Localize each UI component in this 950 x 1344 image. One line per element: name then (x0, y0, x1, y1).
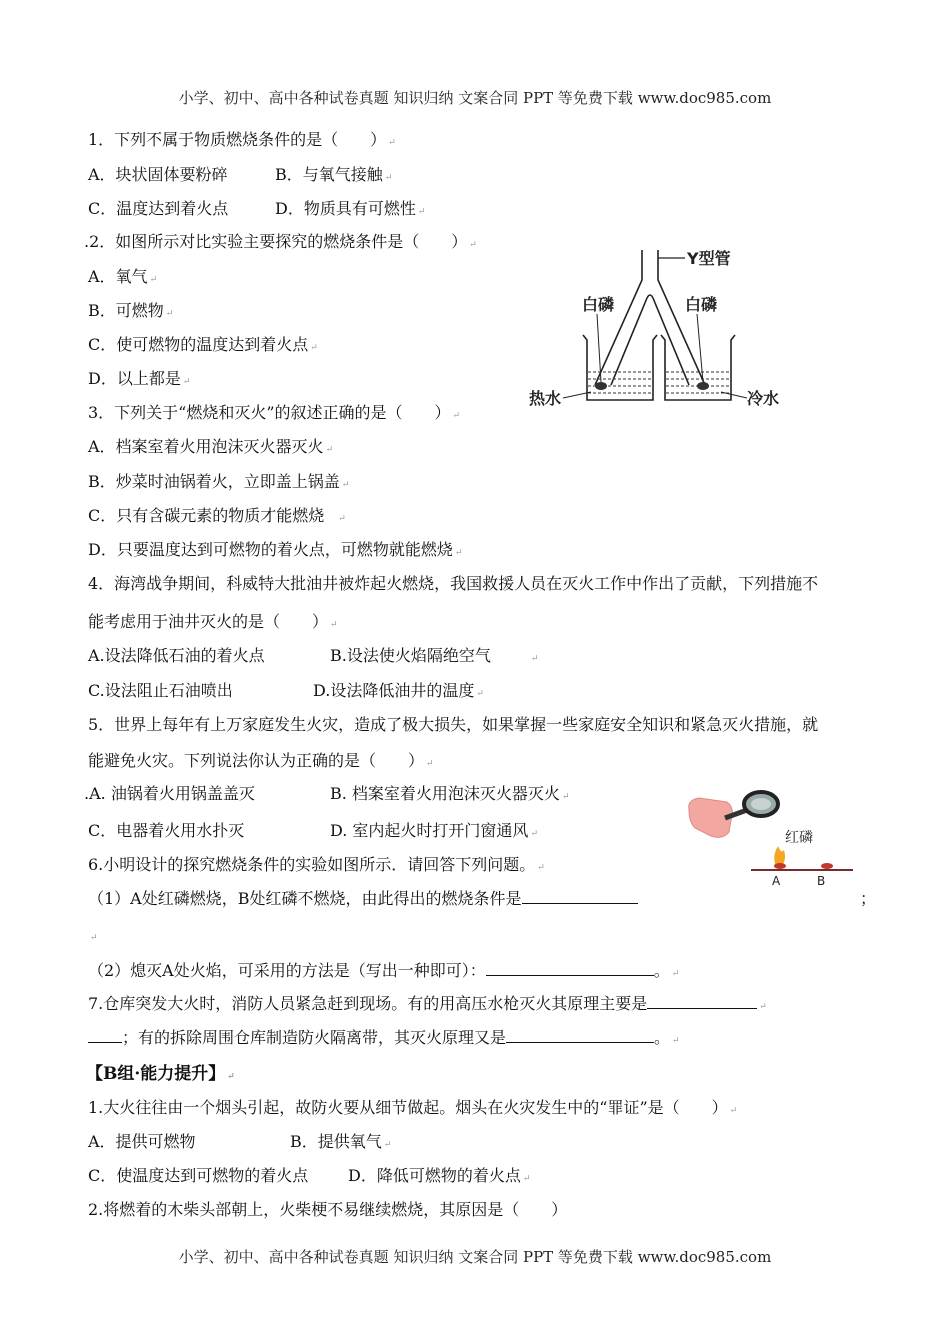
q4-stem-line2: 能考虑用于油井灭火的是（ ） ↵ (88, 612, 338, 631)
b-q1-option-c: C．使温度达到可燃物的着火点 (88, 1166, 309, 1185)
label-b: B (817, 874, 826, 888)
q4-option-a: A.设法降低石油的着火点 (88, 646, 265, 665)
q6-stem: 6.小明设计的探究燃烧条件的实验如图所示．请回答下列问题。 ↵ (88, 855, 545, 874)
q3-option-d: D．只要温度达到可燃物的着火点，可燃物就能燃烧 ↵ (88, 540, 463, 559)
b-q1-option-d: D．降低可燃物的着火点 ↵ (348, 1166, 531, 1185)
q5-option-c: C．电器着火用水扑灭 (88, 821, 245, 840)
water-lines (588, 372, 730, 393)
q3-option-a: A．档案室着火用泡沫灭火器灭火 ↵ (88, 437, 334, 456)
q6-part1: （1）A处红磷燃烧，B处红磷不燃烧，由此得出的燃烧条件是 (88, 886, 638, 909)
q2-option-c: C．使可燃物的温度达到着火点 ↵ (88, 335, 318, 354)
y-tube (595, 250, 705, 385)
section-b-title: 【B组·能力提升】 ↵ (86, 1064, 235, 1084)
q3-option-c: C．只有含碳元素的物质才能燃烧 ↵ (88, 506, 346, 525)
q4-option-d: D.设法降低油井的温度 ↵ (313, 681, 484, 700)
q7-line2: ；有的拆除周围仓库制造防火隔离带，其灭火原理又是 。 ↵ (88, 1025, 680, 1048)
q1-stem: 1．下列不属于物质燃烧条件的是（ ） ↵ (88, 130, 396, 149)
q2-stem: .2．如图所示对比实验主要探究的燃烧条件是（ ） ↵ (84, 232, 477, 251)
q5-option-b: B. 档案室着火用泡沫灭火器灭火 ↵ (330, 784, 570, 803)
b-q1-option-a: A．提供可燃物 (88, 1132, 196, 1151)
red-phosphorus-label: 红磷 (785, 830, 813, 846)
q2-option-d: D．以上都是 ↵ (88, 369, 191, 388)
left-white-phosphorus (595, 382, 607, 390)
b-q2-stem: 2.将燃着的木柴头部朝上，火柴梗不易继续燃烧，其原因是（ ） (88, 1200, 568, 1219)
q6-blank-return: ↵ (90, 933, 98, 943)
q3-option-b: B．炒菜时油锅着火，立即盖上锅盖 ↵ (88, 472, 350, 491)
hot-water-label: 热水 (529, 389, 562, 408)
q2-option-a: A．氧气 ↵ (88, 267, 158, 286)
q3-stem: 3．下列关于“燃烧和灭火”的叙述正确的是（ ） ↵ (88, 403, 461, 422)
tube-label: Y型管 (687, 249, 731, 268)
q6-part1-end: ； (860, 889, 877, 908)
page-header: 小学、初中、高中各种试卷真题 知识归纳 文案合同 PPT 等免费下载 www.doc985.com (178, 89, 772, 107)
q4-option-b: B.设法使火焰隔绝空气 ↵ (330, 646, 539, 665)
label-a: A (772, 874, 781, 888)
q2-option-b: B．可燃物 ↵ (88, 301, 174, 320)
q1-option-d: D．物质具有可燃性 ↵ (275, 199, 426, 218)
b-q1-stem: 1.大火往往由一个烟头引起，故防火要从细节做起。烟头在火灾发生中的“罪证”是（ ） ↵ (88, 1098, 738, 1117)
q1-option-c: C．温度达到着火点 (88, 199, 229, 218)
q5-stem-line1: 5．世界上每年有上万家庭发生火灾，造成了极大损失，如果掌握一些家庭安全知识和紧急灭火措施，就 (88, 715, 819, 734)
b-q1-option-b: B．提供氧气 ↵ (290, 1132, 392, 1151)
page-footer: 小学、初中、高中各种试卷真题 知识归纳 文案合同 PPT 等免费下载 www.doc985.com (178, 1248, 772, 1266)
y-tube-experiment-figure (525, 240, 795, 415)
right-white-phosphorus (697, 382, 709, 390)
magnifier-red-phosphorus-figure (685, 788, 855, 888)
q5-option-d: D. 室内起火时打开门窗通风 ↵ (330, 821, 538, 840)
q1-option-a: A．块状固体要粉碎 (88, 165, 228, 184)
right-phosphorus-label: 白磷 (685, 295, 718, 314)
red-phosphorus-b (821, 863, 833, 869)
q6-part2: （2）熄灭A处火焰，可采用的方法是（写出一种即可）： 。 ↵ (88, 961, 680, 980)
left-beaker (583, 335, 657, 400)
left-phosphorus-label: 白磷 (582, 295, 615, 314)
cold-water-label: 冷水 (747, 389, 780, 408)
q4-option-c: C.设法阻止石油喷出 (88, 681, 233, 700)
q1-option-b: B．与氧气接触 ↵ (275, 165, 393, 184)
q5-option-a: .A. 油锅着火用锅盖盖灭 (84, 784, 255, 803)
q5-stem-line2: 能避免火灾。下列说法你认为正确的是（ ） ↵ (88, 751, 434, 770)
q4-stem-line1: 4．海湾战争期间，科威特大批油井被炸起火燃烧，我国救援人员在灭火工作中作出了贡献，下列措施不 (88, 574, 819, 593)
q7-line1: 7.仓库突发大火时，消防人员紧急赶到现场。有的用高压水枪灭火其原理主要是 ↵ (88, 994, 767, 1013)
